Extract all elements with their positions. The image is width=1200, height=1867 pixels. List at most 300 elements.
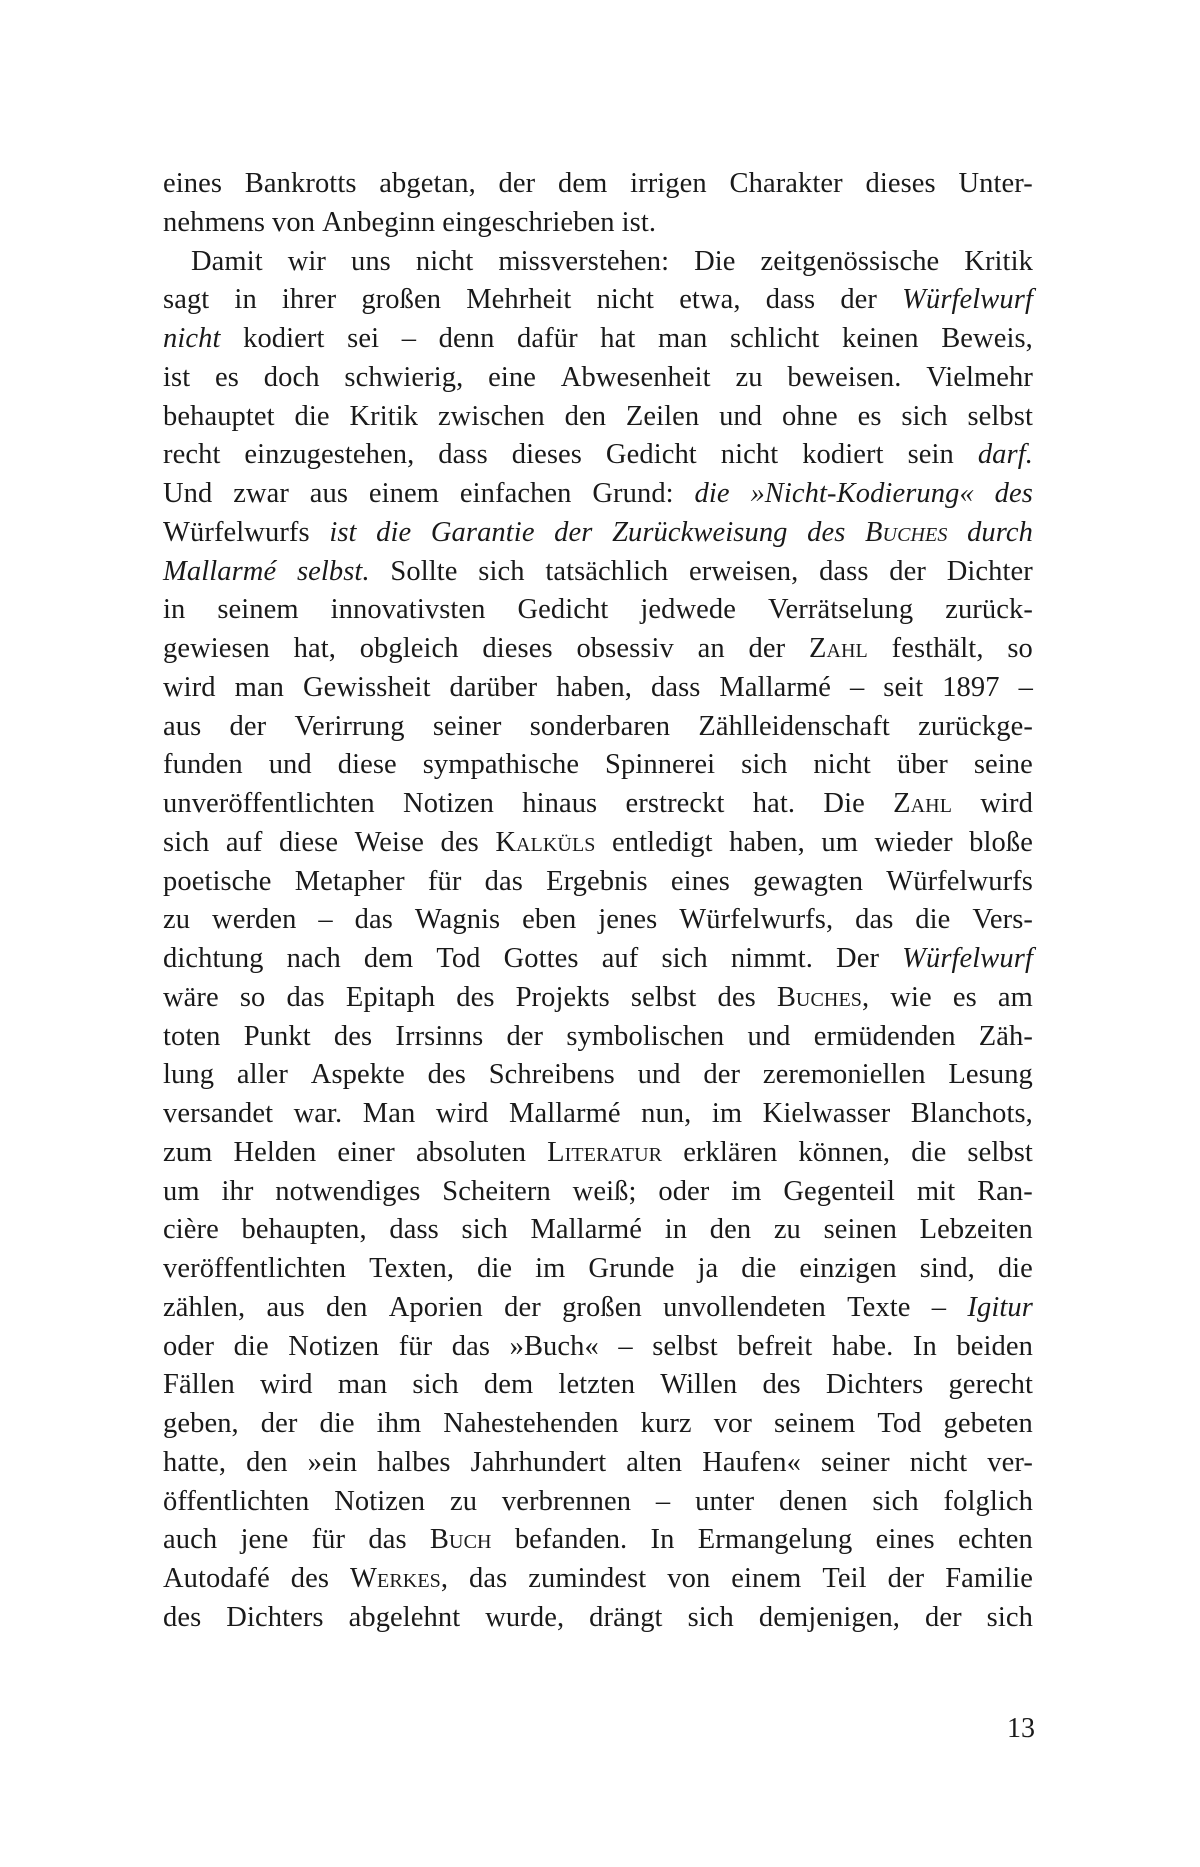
text-line <box>163 1328 1033 1367</box>
word: nicht <box>909 1446 968 1478</box>
word: sich <box>661 943 708 974</box>
word: der <box>229 710 267 742</box>
word: Notizen <box>403 788 494 819</box>
word: den <box>709 1214 752 1246</box>
word: nun, <box>641 1098 692 1129</box>
word: Ergebnis <box>546 865 648 897</box>
word: zu <box>449 1485 478 1517</box>
word: großen <box>562 1291 642 1323</box>
word: versandet <box>163 1098 274 1129</box>
word: Würfelwurf <box>902 943 1033 974</box>
word: Zeilen <box>625 400 700 432</box>
word: sei <box>347 323 380 354</box>
text-line <box>163 708 1033 747</box>
word: der <box>925 1601 962 1633</box>
word: missverstehen: <box>498 245 670 277</box>
word: den <box>326 1291 368 1323</box>
word: abgelehnt <box>348 1601 461 1633</box>
text-line <box>163 979 1033 1018</box>
word: Dichter <box>946 555 1033 587</box>
word: des <box>333 1020 373 1052</box>
word: Texte <box>847 1291 911 1323</box>
text-line <box>163 320 1033 359</box>
word: – <box>401 323 417 354</box>
word: des <box>807 516 846 548</box>
word: lung <box>163 1059 215 1091</box>
word: Würfelwurfs <box>886 865 1033 897</box>
word: dem <box>557 168 608 199</box>
text-line <box>163 1405 1033 1444</box>
word: seine <box>973 749 1033 781</box>
text-line <box>163 1289 1033 1328</box>
word: oder <box>658 1175 710 1207</box>
word: – <box>931 1291 947 1323</box>
word: keinen <box>842 323 919 354</box>
word: Notizen <box>288 1330 380 1362</box>
word: werden <box>212 904 297 936</box>
word: dem <box>363 943 414 974</box>
word: haben, <box>556 671 633 703</box>
word: ohne <box>781 400 838 432</box>
word: um <box>821 826 859 858</box>
text-line <box>163 1134 1033 1173</box>
word: der <box>498 168 536 199</box>
word: Mallarmé <box>163 555 277 587</box>
word: – <box>849 671 865 703</box>
word: Vers- <box>972 904 1033 936</box>
word: nach <box>286 943 341 974</box>
word: nehmens <box>163 206 266 238</box>
word: seiner <box>821 1446 890 1478</box>
word: Teil <box>822 1563 867 1594</box>
word: dieses <box>865 168 936 199</box>
text-line <box>163 1444 1033 1483</box>
word: Mallarmé <box>719 671 831 703</box>
word: zu <box>163 904 191 936</box>
word: Scheitern <box>442 1175 551 1207</box>
word: darüber <box>449 671 538 703</box>
word: zumindest <box>528 1563 647 1594</box>
word: eines <box>163 168 223 199</box>
word: toten <box>163 1020 221 1052</box>
word: des <box>994 478 1033 509</box>
word: sich <box>163 826 210 858</box>
word: einzigen <box>799 1253 897 1284</box>
word: seinem <box>217 594 299 626</box>
word: »Nicht-Kodierung« <box>750 478 974 509</box>
word: jedwede <box>640 594 737 626</box>
word: In <box>650 1524 675 1556</box>
word: obsessiv <box>576 633 674 664</box>
text-line <box>163 824 1033 863</box>
word: zurückge- <box>918 710 1033 742</box>
word: Ermangelung <box>697 1524 853 1556</box>
word: in <box>234 284 257 316</box>
word: Fällen <box>163 1369 235 1401</box>
word: Tod <box>436 943 481 974</box>
word: denen <box>779 1485 848 1517</box>
text-line <box>163 1521 1033 1560</box>
word: das <box>484 865 523 897</box>
word: sonderbaren <box>529 710 671 742</box>
word: am <box>997 981 1033 1013</box>
word: und <box>268 749 312 781</box>
word: Kalküls <box>495 826 596 858</box>
word: – <box>318 904 333 936</box>
word: Gedicht <box>517 594 609 626</box>
word: sagt <box>163 284 210 316</box>
word: einer <box>337 1136 395 1168</box>
word: seit <box>883 671 924 703</box>
word: dafür <box>517 323 578 354</box>
word: Man <box>362 1098 416 1129</box>
body-text <box>163 165 1033 1638</box>
word: Zahl <box>893 788 953 819</box>
word: dass <box>650 671 701 703</box>
word: Lesung <box>948 1059 1033 1091</box>
word: ja <box>697 1253 719 1284</box>
word: uns <box>350 245 391 277</box>
word: Vielmehr <box>926 361 1033 393</box>
word: dichtung <box>163 943 264 974</box>
word: die <box>477 1253 513 1284</box>
word: Kritik <box>349 400 419 432</box>
word: darf. <box>977 439 1033 471</box>
word: recht <box>163 439 221 471</box>
word: hatte, <box>163 1446 227 1478</box>
word: schwierig, <box>344 361 464 393</box>
word: der <box>506 1020 544 1052</box>
word: sich <box>901 400 948 432</box>
word: tatsächlich <box>545 555 669 587</box>
word: dem <box>483 1369 534 1401</box>
word: verbrennen <box>501 1485 632 1517</box>
word: des <box>762 1369 801 1401</box>
word: großen <box>361 284 442 316</box>
word: Wagnis <box>414 904 501 936</box>
word: nicht <box>720 439 779 471</box>
word: sympathische <box>422 749 580 781</box>
word: Punkt <box>243 1020 311 1052</box>
text-line <box>163 475 1033 514</box>
word: nicht <box>596 284 655 316</box>
word: nimmt. <box>730 943 813 974</box>
word: Texten, <box>369 1253 455 1284</box>
word: doch <box>263 361 320 393</box>
word: einzugestehen, <box>244 439 415 471</box>
word: zurück- <box>945 594 1033 626</box>
word: befanden. <box>514 1524 628 1556</box>
text-line <box>163 940 1033 979</box>
word: dass <box>765 284 816 316</box>
word: folglich <box>943 1485 1033 1517</box>
word: das <box>855 904 894 936</box>
word: unter <box>695 1485 755 1517</box>
text-line <box>163 1211 1033 1250</box>
word: zählen, <box>163 1291 246 1323</box>
word: Zahl <box>808 633 868 664</box>
word: mit <box>916 1175 956 1207</box>
word: hat, <box>293 633 336 664</box>
text-line <box>163 746 1033 785</box>
word: Igitur <box>967 1291 1033 1323</box>
word: der <box>703 1059 741 1091</box>
word: und <box>637 1059 681 1091</box>
word: ermüdenden <box>813 1020 956 1052</box>
word: Projekts <box>515 981 610 1013</box>
word: sich <box>412 1369 459 1401</box>
word: des <box>290 1563 330 1594</box>
word: Helden <box>233 1136 317 1168</box>
word: dass <box>819 555 869 587</box>
word: aus <box>163 710 202 742</box>
word: Die <box>694 245 736 277</box>
word: im <box>731 1175 762 1207</box>
word: oder <box>163 1330 215 1362</box>
word: schlicht <box>729 323 820 354</box>
word: zu <box>773 1214 801 1246</box>
word: nicht <box>163 323 221 354</box>
word: »ein <box>307 1446 358 1478</box>
word: Grund: <box>592 478 674 509</box>
word: den <box>564 400 607 432</box>
word: ihr <box>221 1175 254 1207</box>
word: Dichters <box>226 1601 324 1633</box>
word: man <box>337 1369 388 1401</box>
text-line <box>163 165 1033 204</box>
word: wird <box>435 1098 489 1129</box>
word: Aporien <box>388 1291 483 1323</box>
word: Damit <box>191 245 263 277</box>
word: Gewissheit <box>302 671 431 703</box>
word: das <box>469 1563 508 1594</box>
word: aus <box>309 478 349 509</box>
word: weiß; <box>572 1175 637 1207</box>
word: absoluten <box>415 1136 527 1168</box>
word: Beweis, <box>941 323 1033 354</box>
word: selbst <box>967 400 1033 432</box>
word: erweisen, <box>689 555 799 587</box>
word: im <box>535 1253 566 1284</box>
word: Abwesenheit <box>560 361 711 393</box>
word: Der <box>836 943 880 974</box>
word: – <box>618 1330 633 1362</box>
word: nicht <box>415 245 474 277</box>
word: aller <box>236 1059 288 1091</box>
word: bloße <box>969 826 1033 858</box>
word: Nahestehenden <box>443 1408 619 1439</box>
word: um <box>163 1175 200 1207</box>
word: gebeten <box>943 1408 1033 1439</box>
word: Kritik <box>964 245 1033 277</box>
word: Epitaph <box>345 981 436 1013</box>
word: sich <box>478 555 525 587</box>
word: wäre <box>163 981 219 1013</box>
text-line <box>163 204 1033 243</box>
word: von <box>667 1563 711 1594</box>
text-line <box>163 553 1033 592</box>
word: ist <box>329 516 357 548</box>
word: zum <box>163 1136 213 1168</box>
text-line <box>163 1560 1033 1599</box>
word: geben, <box>163 1408 239 1439</box>
word: seinem <box>773 1408 856 1439</box>
word: so <box>239 981 266 1013</box>
word: Autodafé <box>163 1563 270 1594</box>
word: für <box>311 1524 346 1556</box>
word: Zäh- <box>978 1020 1033 1052</box>
word: Bankrotts <box>244 168 357 199</box>
text-line <box>163 1366 1033 1405</box>
word: echten <box>957 1524 1033 1556</box>
word: dass <box>438 439 488 471</box>
word: Gegenteil <box>783 1175 896 1207</box>
text-line <box>163 398 1033 437</box>
word: Verirrung <box>294 710 405 742</box>
text-line <box>163 1173 1033 1212</box>
word: über <box>896 749 948 781</box>
word: poetische <box>163 865 272 897</box>
word: der <box>889 555 926 587</box>
word: die <box>911 1136 947 1168</box>
word: Irrsinns <box>395 1020 484 1052</box>
word: wieder <box>874 826 953 858</box>
word: unvollendeten <box>663 1291 826 1323</box>
word: etwa, <box>679 284 741 316</box>
word: die <box>319 1408 355 1439</box>
word: die <box>376 516 412 548</box>
word: einem <box>731 1563 802 1594</box>
word: an <box>697 633 725 664</box>
word: Buches, <box>776 981 870 1013</box>
word: Gottes <box>503 943 579 974</box>
word: in <box>664 1214 688 1246</box>
word: Aspekte <box>310 1059 405 1091</box>
word: auf <box>601 943 639 974</box>
word: beiden <box>956 1330 1033 1362</box>
word: ist. <box>621 206 657 238</box>
word: Spinnerei <box>605 749 716 781</box>
word: zeremoniellen <box>762 1059 926 1091</box>
word: eben <box>522 904 577 936</box>
page-number: 13 <box>1007 1713 1035 1744</box>
word: Buches <box>865 516 948 548</box>
word: ver- <box>987 1446 1033 1478</box>
word: auch <box>163 1524 218 1556</box>
word: wird <box>260 1369 313 1401</box>
word: sich <box>986 1601 1033 1633</box>
word: im <box>711 1098 743 1129</box>
word: die <box>741 1253 777 1284</box>
word: Die <box>823 788 865 819</box>
word: wir <box>287 245 327 277</box>
text-line <box>163 436 1033 475</box>
word: vor <box>713 1408 752 1439</box>
word: Notizen <box>334 1485 426 1517</box>
word: Und <box>163 478 213 509</box>
word: das <box>354 904 393 936</box>
text-line <box>163 863 1033 902</box>
word: obgleich <box>359 633 459 664</box>
word: selbst. <box>296 555 370 587</box>
word: wird <box>980 788 1033 819</box>
word: es <box>857 400 882 432</box>
text-line <box>163 281 1033 320</box>
word: der <box>260 1408 298 1439</box>
word: Würfelwurf <box>902 284 1033 316</box>
word: Lebzeiten <box>919 1214 1033 1246</box>
word: selbst <box>630 981 697 1013</box>
word: jene <box>240 1524 289 1556</box>
word: ist <box>163 361 191 393</box>
word: Familie <box>945 1563 1033 1594</box>
word: der <box>887 1563 925 1594</box>
word: des <box>427 1059 466 1091</box>
text-line <box>163 591 1033 630</box>
word: der <box>554 516 593 548</box>
word: des <box>456 981 495 1013</box>
word: notwendiges <box>275 1175 421 1207</box>
word: Anbeginn <box>322 206 436 238</box>
word: die <box>915 904 951 936</box>
word: das <box>286 981 325 1013</box>
word: Mallarmé <box>530 1214 643 1246</box>
text-line <box>163 1056 1033 1095</box>
word: Werkes, <box>350 1563 449 1594</box>
word: Grunde <box>588 1253 675 1284</box>
text-line <box>163 514 1033 553</box>
word: eine <box>488 361 536 393</box>
word: beweisen. <box>787 361 902 393</box>
word: wird <box>163 671 216 703</box>
word: dieses <box>482 633 553 664</box>
word: diese <box>279 826 339 858</box>
word: innovativsten <box>330 594 486 626</box>
word: das <box>368 1524 407 1556</box>
word: Tod <box>877 1408 922 1439</box>
word: – <box>1018 671 1033 703</box>
word: befreit <box>737 1330 813 1362</box>
word: dass <box>389 1214 439 1246</box>
text-line <box>163 1018 1033 1057</box>
word: diese <box>337 749 397 781</box>
word: jenes <box>598 904 658 936</box>
word: von <box>272 206 316 238</box>
word: Willen <box>660 1369 738 1401</box>
word: Würfelwurfs <box>163 516 310 548</box>
word: Haufen« <box>702 1446 802 1478</box>
word: entledigt <box>611 826 713 858</box>
word: und <box>719 400 763 432</box>
word: ihrer <box>281 284 337 316</box>
word: einem <box>368 478 440 509</box>
word: öffentlichten <box>163 1485 310 1517</box>
word: Blanchots, <box>910 1098 1033 1129</box>
word: Gedicht <box>605 439 697 471</box>
text-line <box>163 1599 1033 1638</box>
word: haben, <box>729 826 805 858</box>
word: kodiert <box>243 323 325 354</box>
word: Mehrheit <box>466 284 572 316</box>
text-line <box>163 1483 1033 1522</box>
word: hat. <box>752 788 796 819</box>
text-line <box>163 1095 1033 1134</box>
word: – <box>655 1485 671 1517</box>
word: sich <box>687 1601 734 1633</box>
word: »Buch« <box>509 1330 599 1362</box>
word: dieses <box>511 439 582 471</box>
word: irrigen <box>630 168 707 199</box>
